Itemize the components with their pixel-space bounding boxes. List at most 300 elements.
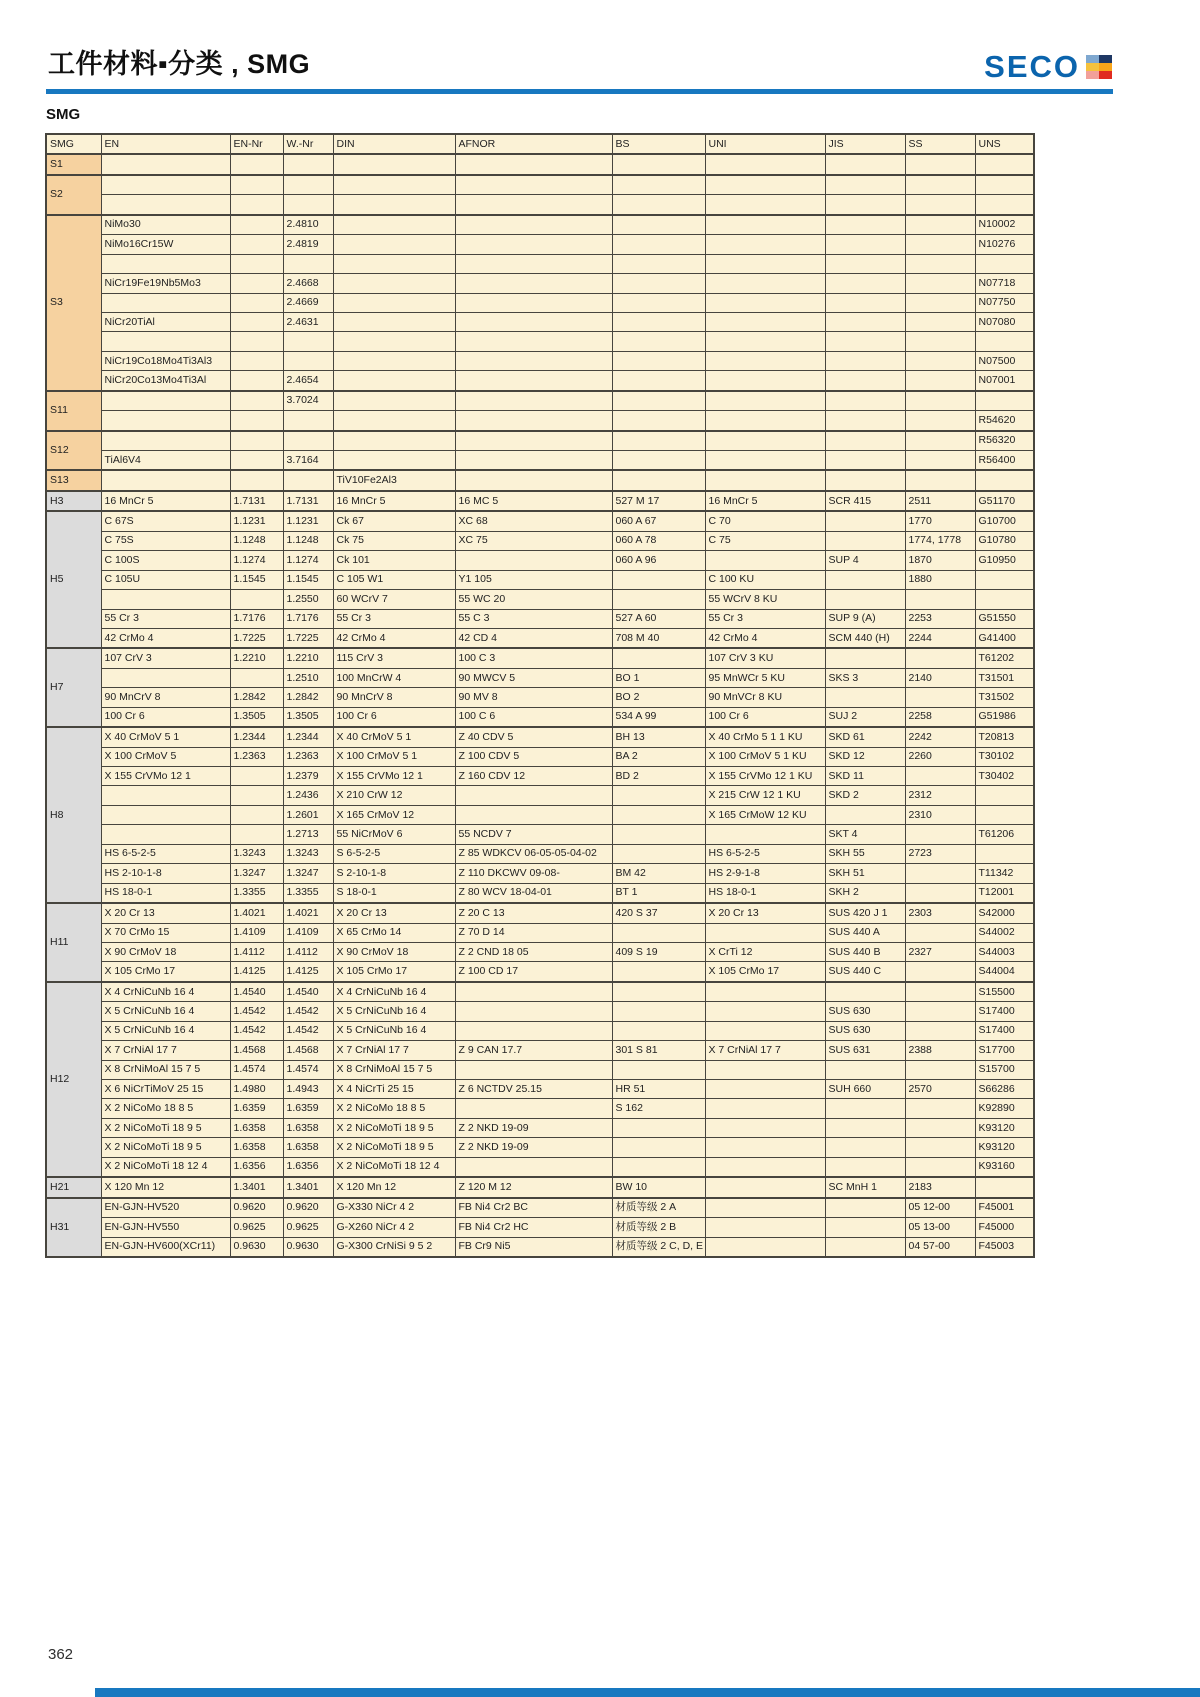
table-cell bbox=[825, 1118, 905, 1137]
table-cell: R54620 bbox=[975, 411, 1034, 431]
table-cell: 1.4125 bbox=[283, 962, 333, 982]
smg-group-label-H31: H31 bbox=[46, 1198, 101, 1257]
table-cell bbox=[455, 195, 612, 215]
table-row bbox=[46, 1080, 1034, 1099]
table-cell bbox=[905, 371, 975, 391]
table-cell: 42 CrMo 4 bbox=[101, 628, 230, 648]
table-cell bbox=[333, 195, 455, 215]
table-cell bbox=[705, 1157, 825, 1177]
table-row bbox=[46, 332, 1034, 351]
table-cell: X 20 Cr 13 bbox=[101, 903, 230, 923]
table-row bbox=[46, 1021, 1034, 1040]
table-cell: SKH 55 bbox=[825, 844, 905, 863]
table-cell bbox=[101, 254, 230, 273]
table-cell bbox=[825, 411, 905, 431]
table-cell: 2570 bbox=[905, 1080, 975, 1099]
table-cell bbox=[455, 391, 612, 411]
table-cell: HS 6-5-2-5 bbox=[101, 844, 230, 863]
table-cell: 1.4980 bbox=[230, 1080, 283, 1099]
table-cell: S66286 bbox=[975, 1080, 1034, 1099]
table-cell bbox=[975, 786, 1034, 805]
table-cell: 301 S 81 bbox=[612, 1041, 705, 1060]
group-S3 bbox=[46, 215, 1034, 391]
table-cell: 2723 bbox=[905, 844, 975, 863]
table-row bbox=[46, 451, 1034, 471]
table-cell: 1880 bbox=[905, 570, 975, 589]
column-header-din: DIN bbox=[333, 134, 455, 154]
group-S12 bbox=[46, 431, 1034, 471]
table-cell: S 2-10-1-8 bbox=[333, 864, 455, 883]
table-cell: BO 2 bbox=[612, 688, 705, 707]
logo-square bbox=[1086, 63, 1099, 71]
table-cell: Z 9 CAN 17.7 bbox=[455, 1041, 612, 1060]
table-cell: 1.1274 bbox=[283, 551, 333, 570]
table-cell bbox=[333, 431, 455, 451]
table-cell bbox=[612, 982, 705, 1002]
table-cell: N10002 bbox=[975, 215, 1034, 235]
table-cell: 534 A 99 bbox=[612, 707, 705, 727]
table-cell: 1.2210 bbox=[283, 648, 333, 668]
table-cell bbox=[612, 923, 705, 942]
table-cell bbox=[705, 1118, 825, 1137]
table-cell: X 90 CrMoV 18 bbox=[333, 942, 455, 961]
column-header-afnor: AFNOR bbox=[455, 134, 612, 154]
table-cell: Z 85 WDKCV 06-05-05-04-02 bbox=[455, 844, 612, 863]
table-cell: 2.4654 bbox=[283, 371, 333, 391]
table-cell bbox=[905, 470, 975, 490]
smg-group-label-H7: H7 bbox=[46, 648, 101, 727]
table-cell: Z 6 NCTDV 25.15 bbox=[455, 1080, 612, 1099]
table-cell: X 90 CrMoV 18 bbox=[101, 942, 230, 961]
smg-group-label-H11: H11 bbox=[46, 903, 101, 982]
table-cell: SUP 9 (A) bbox=[825, 609, 905, 628]
table-cell: F45001 bbox=[975, 1198, 1034, 1218]
table-cell: NiCr19Fe19Nb5Mo3 bbox=[101, 274, 230, 293]
group-H11 bbox=[46, 903, 1034, 982]
table-row bbox=[46, 351, 1034, 370]
table-cell bbox=[905, 254, 975, 273]
table-cell: 2.4669 bbox=[283, 293, 333, 312]
table-cell bbox=[905, 1060, 975, 1079]
table-cell: G-X260 NiCr 4 2 bbox=[333, 1218, 455, 1237]
table-row bbox=[46, 805, 1034, 824]
table-cell: 1.1231 bbox=[283, 511, 333, 531]
page-number: 362 bbox=[48, 1646, 74, 1663]
table-cell: Z 160 CDV 12 bbox=[455, 767, 612, 786]
table-cell bbox=[705, 1237, 825, 1257]
table-cell bbox=[333, 332, 455, 351]
table-cell: C 70 bbox=[705, 511, 825, 531]
table-row bbox=[46, 274, 1034, 293]
table-cell: X 105 CrMo 17 bbox=[101, 962, 230, 982]
table-cell: X 5 CrNiCuNb 16 4 bbox=[333, 1002, 455, 1021]
table-cell: 1.2363 bbox=[283, 747, 333, 766]
table-cell bbox=[455, 431, 612, 451]
table-cell: 0.9630 bbox=[230, 1237, 283, 1257]
table-cell bbox=[455, 1002, 612, 1021]
table-cell: 1.1231 bbox=[230, 511, 283, 531]
table-cell: N07750 bbox=[975, 293, 1034, 312]
table-cell bbox=[905, 195, 975, 215]
table-cell: 2.4819 bbox=[283, 235, 333, 254]
table-row bbox=[46, 688, 1034, 707]
table-row bbox=[46, 628, 1034, 648]
table-cell: 1.1274 bbox=[230, 551, 283, 570]
table-cell: C 100S bbox=[101, 551, 230, 570]
table-cell: 2.4810 bbox=[283, 215, 333, 235]
table-cell bbox=[612, 805, 705, 824]
table-cell: 2.4631 bbox=[283, 312, 333, 331]
table-cell: Z 2 NKD 19-09 bbox=[455, 1138, 612, 1157]
table-cell: 1.4542 bbox=[283, 1002, 333, 1021]
table-cell bbox=[230, 215, 283, 235]
table-cell: XC 68 bbox=[455, 511, 612, 531]
table-cell: 1.4542 bbox=[283, 1021, 333, 1040]
table-cell: X 100 CrMoV 5 bbox=[101, 747, 230, 766]
table-cell: S17700 bbox=[975, 1041, 1034, 1060]
smg-group-label-H5: H5 bbox=[46, 511, 101, 648]
group-S11 bbox=[46, 391, 1034, 431]
table-cell: 55 NCDV 7 bbox=[455, 825, 612, 844]
table-cell bbox=[230, 195, 283, 215]
table-cell: 04 57-00 bbox=[905, 1237, 975, 1257]
table-cell: NiMo16Cr15W bbox=[101, 235, 230, 254]
table-cell: X 40 CrMo 5 1 1 KU bbox=[705, 727, 825, 747]
table-cell: 1.6358 bbox=[230, 1118, 283, 1137]
table-cell bbox=[705, 215, 825, 235]
column-header-uni: UNI bbox=[705, 134, 825, 154]
table-cell: BW 10 bbox=[612, 1177, 705, 1197]
table-cell bbox=[101, 411, 230, 431]
table-cell: X 165 CrMoV 12 bbox=[333, 805, 455, 824]
table-cell bbox=[975, 844, 1034, 863]
table-cell bbox=[230, 431, 283, 451]
table-cell: SC MnH 1 bbox=[825, 1177, 905, 1197]
table-cell: X 4 CrNiCuNb 16 4 bbox=[101, 982, 230, 1002]
table-cell bbox=[705, 451, 825, 471]
table-cell bbox=[230, 312, 283, 331]
table-cell bbox=[705, 254, 825, 273]
table-cell: X 2 NiCoMo 18 8 5 bbox=[101, 1099, 230, 1118]
table-cell: SUS 631 bbox=[825, 1041, 905, 1060]
table-cell: 100 C 3 bbox=[455, 648, 612, 668]
table-cell: G-X330 NiCr 4 2 bbox=[333, 1198, 455, 1218]
table-cell bbox=[455, 982, 612, 1002]
table-cell: 1.1248 bbox=[283, 531, 333, 550]
table-cell: F45000 bbox=[975, 1218, 1034, 1237]
table-cell bbox=[705, 154, 825, 174]
table-cell: 60 WCrV 7 bbox=[333, 590, 455, 609]
table-cell bbox=[612, 411, 705, 431]
table-row bbox=[46, 531, 1034, 550]
table-cell bbox=[455, 154, 612, 174]
table-cell: S17400 bbox=[975, 1002, 1034, 1021]
table-cell bbox=[975, 254, 1034, 273]
table-cell bbox=[230, 767, 283, 786]
table-cell: 527 A 60 bbox=[612, 609, 705, 628]
table-row bbox=[46, 1041, 1034, 1060]
logo-square bbox=[1099, 63, 1112, 71]
table-cell: G10950 bbox=[975, 551, 1034, 570]
table-cell: 55 WCrV 8 KU bbox=[705, 590, 825, 609]
table-cell: Z 120 M 12 bbox=[455, 1177, 612, 1197]
table-cell: 1.2713 bbox=[283, 825, 333, 844]
group-H21 bbox=[46, 1177, 1034, 1197]
table-cell: HS 2-9-1-8 bbox=[705, 864, 825, 883]
table-cell bbox=[905, 1099, 975, 1118]
group-H7 bbox=[46, 648, 1034, 727]
table-cell: 1.7176 bbox=[283, 609, 333, 628]
table-cell: HR 51 bbox=[612, 1080, 705, 1099]
table-cell: 1.4109 bbox=[230, 923, 283, 942]
table-cell: 1.3243 bbox=[230, 844, 283, 863]
table-cell: SUS 440 B bbox=[825, 942, 905, 961]
table-cell: X 2 NiCoMoTi 18 9 5 bbox=[101, 1118, 230, 1137]
table-cell bbox=[975, 332, 1034, 351]
table-cell: X 155 CrVMo 12 1 bbox=[333, 767, 455, 786]
table-cell: S15500 bbox=[975, 982, 1034, 1002]
table-cell bbox=[825, 1218, 905, 1237]
table-cell: 90 MnCrV 8 bbox=[333, 688, 455, 707]
table-cell bbox=[705, 371, 825, 391]
table-cell: 107 CrV 3 bbox=[101, 648, 230, 668]
table-cell bbox=[230, 451, 283, 471]
table-cell bbox=[333, 451, 455, 471]
table-cell bbox=[705, 1021, 825, 1040]
table-cell bbox=[905, 648, 975, 668]
table-cell: HS 18-0-1 bbox=[705, 883, 825, 903]
table-cell: 1.7225 bbox=[283, 628, 333, 648]
table-cell: 90 MV 8 bbox=[455, 688, 612, 707]
table-cell bbox=[825, 371, 905, 391]
table-cell bbox=[612, 1138, 705, 1157]
table-cell bbox=[825, 1138, 905, 1157]
column-header-en-nr: EN-Nr bbox=[230, 134, 283, 154]
table-cell: X 5 CrNiCuNb 16 4 bbox=[101, 1021, 230, 1040]
table-cell bbox=[825, 805, 905, 824]
table-cell bbox=[230, 175, 283, 195]
table-cell: X 105 CrMo 17 bbox=[705, 962, 825, 982]
table-cell bbox=[975, 590, 1034, 609]
table-cell: BH 13 bbox=[612, 727, 705, 747]
table-cell: 060 A 78 bbox=[612, 531, 705, 550]
table-cell bbox=[975, 175, 1034, 195]
table-cell bbox=[612, 431, 705, 451]
table-cell: 55 C 3 bbox=[455, 609, 612, 628]
table-cell bbox=[975, 570, 1034, 589]
table-cell bbox=[101, 590, 230, 609]
table-cell: FB Cr9 Ni5 bbox=[455, 1237, 612, 1257]
table-cell bbox=[612, 274, 705, 293]
table-cell bbox=[905, 154, 975, 174]
table-cell: 1.7225 bbox=[230, 628, 283, 648]
table-cell bbox=[612, 470, 705, 490]
table-cell: 42 CD 4 bbox=[455, 628, 612, 648]
seco-logo bbox=[984, 49, 1112, 85]
table-cell bbox=[455, 551, 612, 570]
table-cell bbox=[612, 371, 705, 391]
table-cell bbox=[612, 254, 705, 273]
table-cell: Z 110 DKCWV 09-08- bbox=[455, 864, 612, 883]
table-cell: 3.7024 bbox=[283, 391, 333, 411]
seco-logo-squares-icon bbox=[1086, 55, 1112, 79]
group-H31 bbox=[46, 1198, 1034, 1257]
table-cell: 1.3247 bbox=[230, 864, 283, 883]
table-cell bbox=[333, 254, 455, 273]
table-cell: 90 MnVCr 8 KU bbox=[705, 688, 825, 707]
table-cell bbox=[905, 351, 975, 370]
table-cell bbox=[101, 391, 230, 411]
table-cell bbox=[230, 411, 283, 431]
table-cell: 0.9625 bbox=[283, 1218, 333, 1237]
table-cell bbox=[101, 293, 230, 312]
table-cell: 1.4568 bbox=[283, 1041, 333, 1060]
table-cell bbox=[230, 332, 283, 351]
table-row bbox=[46, 154, 1034, 174]
table-row bbox=[46, 312, 1034, 331]
table-cell bbox=[975, 805, 1034, 824]
table-cell bbox=[905, 451, 975, 471]
table-cell bbox=[283, 254, 333, 273]
table-cell: 420 S 37 bbox=[612, 903, 705, 923]
column-header-ss: SS bbox=[905, 134, 975, 154]
table-cell: S44003 bbox=[975, 942, 1034, 961]
table-cell: X 210 CrW 12 bbox=[333, 786, 455, 805]
table-cell bbox=[455, 175, 612, 195]
table-cell bbox=[905, 825, 975, 844]
table-cell: R56400 bbox=[975, 451, 1034, 471]
table-cell bbox=[612, 570, 705, 589]
table-cell bbox=[975, 154, 1034, 174]
table-row bbox=[46, 195, 1034, 215]
table-cell bbox=[612, 312, 705, 331]
table-cell: 1.2436 bbox=[283, 786, 333, 805]
table-cell bbox=[825, 175, 905, 195]
table-cell bbox=[905, 923, 975, 942]
table-cell: SKH 51 bbox=[825, 864, 905, 883]
table-cell bbox=[905, 175, 975, 195]
table-cell: S42000 bbox=[975, 903, 1034, 923]
table-cell: X 40 CrMoV 5 1 bbox=[333, 727, 455, 747]
table-cell: X 8 CrNiMoAl 15 7 5 bbox=[101, 1060, 230, 1079]
table-cell bbox=[455, 1060, 612, 1079]
table-row bbox=[46, 923, 1034, 942]
table-cell: 1.2210 bbox=[230, 648, 283, 668]
table-cell: 1.7176 bbox=[230, 609, 283, 628]
table-cell bbox=[612, 332, 705, 351]
table-cell: 1.4574 bbox=[230, 1060, 283, 1079]
table-row bbox=[46, 431, 1034, 451]
table-cell: 1.2842 bbox=[283, 688, 333, 707]
table-cell bbox=[825, 688, 905, 707]
table-cell: Z 20 C 13 bbox=[455, 903, 612, 923]
table-cell: G10700 bbox=[975, 511, 1034, 531]
table-cell bbox=[825, 293, 905, 312]
table-cell bbox=[612, 962, 705, 982]
table-cell bbox=[905, 431, 975, 451]
table-cell bbox=[101, 470, 230, 490]
table-cell bbox=[230, 274, 283, 293]
table-cell bbox=[705, 1060, 825, 1079]
table-cell bbox=[101, 154, 230, 174]
table-cell: 3.7164 bbox=[283, 451, 333, 471]
table-cell bbox=[905, 391, 975, 411]
table-cell bbox=[905, 864, 975, 883]
table-cell bbox=[333, 154, 455, 174]
table-cell: 1.4542 bbox=[230, 1021, 283, 1040]
table-cell: C 105U bbox=[101, 570, 230, 589]
table-cell bbox=[230, 351, 283, 370]
table-cell: K93120 bbox=[975, 1138, 1034, 1157]
table-cell: N10276 bbox=[975, 235, 1034, 254]
table-cell: S 18-0-1 bbox=[333, 883, 455, 903]
table-row bbox=[46, 590, 1034, 609]
table-row bbox=[46, 1237, 1034, 1257]
table-cell: 1.6356 bbox=[230, 1157, 283, 1177]
table-cell: 1.2363 bbox=[230, 747, 283, 766]
table-cell bbox=[612, 293, 705, 312]
table-cell bbox=[612, 235, 705, 254]
table-cell bbox=[230, 235, 283, 254]
table-cell: 0.9620 bbox=[283, 1198, 333, 1218]
table-cell bbox=[230, 786, 283, 805]
table-cell: X 165 CrMoW 12 KU bbox=[705, 805, 825, 824]
table-row bbox=[46, 982, 1034, 1002]
table-cell: X 65 CrMo 14 bbox=[333, 923, 455, 942]
table-cell bbox=[905, 332, 975, 351]
table-cell: Z 2 NKD 19-09 bbox=[455, 1118, 612, 1137]
table-row bbox=[46, 1099, 1034, 1118]
table-cell bbox=[612, 175, 705, 195]
table-cell bbox=[230, 293, 283, 312]
table-cell: G51550 bbox=[975, 609, 1034, 628]
smg-group-label-H12: H12 bbox=[46, 982, 101, 1177]
column-header-jis: JIS bbox=[825, 134, 905, 154]
table-cell: 90 MnCrV 8 bbox=[101, 688, 230, 707]
table-cell: 0.9620 bbox=[230, 1198, 283, 1218]
table-cell bbox=[825, 274, 905, 293]
table-cell: 1.4574 bbox=[283, 1060, 333, 1079]
table-cell bbox=[455, 470, 612, 490]
table-cell bbox=[101, 431, 230, 451]
table-row bbox=[46, 511, 1034, 531]
table-cell: NiCr20Co13Mo4Ti3Al bbox=[101, 371, 230, 391]
table-cell: S15700 bbox=[975, 1060, 1034, 1079]
table-cell bbox=[705, 274, 825, 293]
table-cell: 1.7131 bbox=[283, 491, 333, 511]
table-cell bbox=[455, 805, 612, 824]
table-cell: 55 Cr 3 bbox=[333, 609, 455, 628]
table-cell: 1.6358 bbox=[230, 1138, 283, 1157]
table-cell: 16 MnCr 5 bbox=[333, 491, 455, 511]
table-cell: 100 Cr 6 bbox=[705, 707, 825, 727]
table-cell: BO 1 bbox=[612, 668, 705, 687]
table-cell bbox=[333, 274, 455, 293]
table-cell: Z 100 CD 17 bbox=[455, 962, 612, 982]
table-cell: T12001 bbox=[975, 883, 1034, 903]
table-cell bbox=[825, 648, 905, 668]
table-cell: Y1 105 bbox=[455, 570, 612, 589]
logo-square bbox=[1086, 55, 1099, 63]
table-cell bbox=[230, 254, 283, 273]
smg-group-label-S3: S3 bbox=[46, 215, 101, 391]
table-row bbox=[46, 175, 1034, 195]
table-cell bbox=[333, 293, 455, 312]
table-cell: 2310 bbox=[905, 805, 975, 824]
table-cell: T31501 bbox=[975, 668, 1034, 687]
table-cell: SUS 630 bbox=[825, 1021, 905, 1040]
header-row bbox=[46, 134, 1034, 154]
